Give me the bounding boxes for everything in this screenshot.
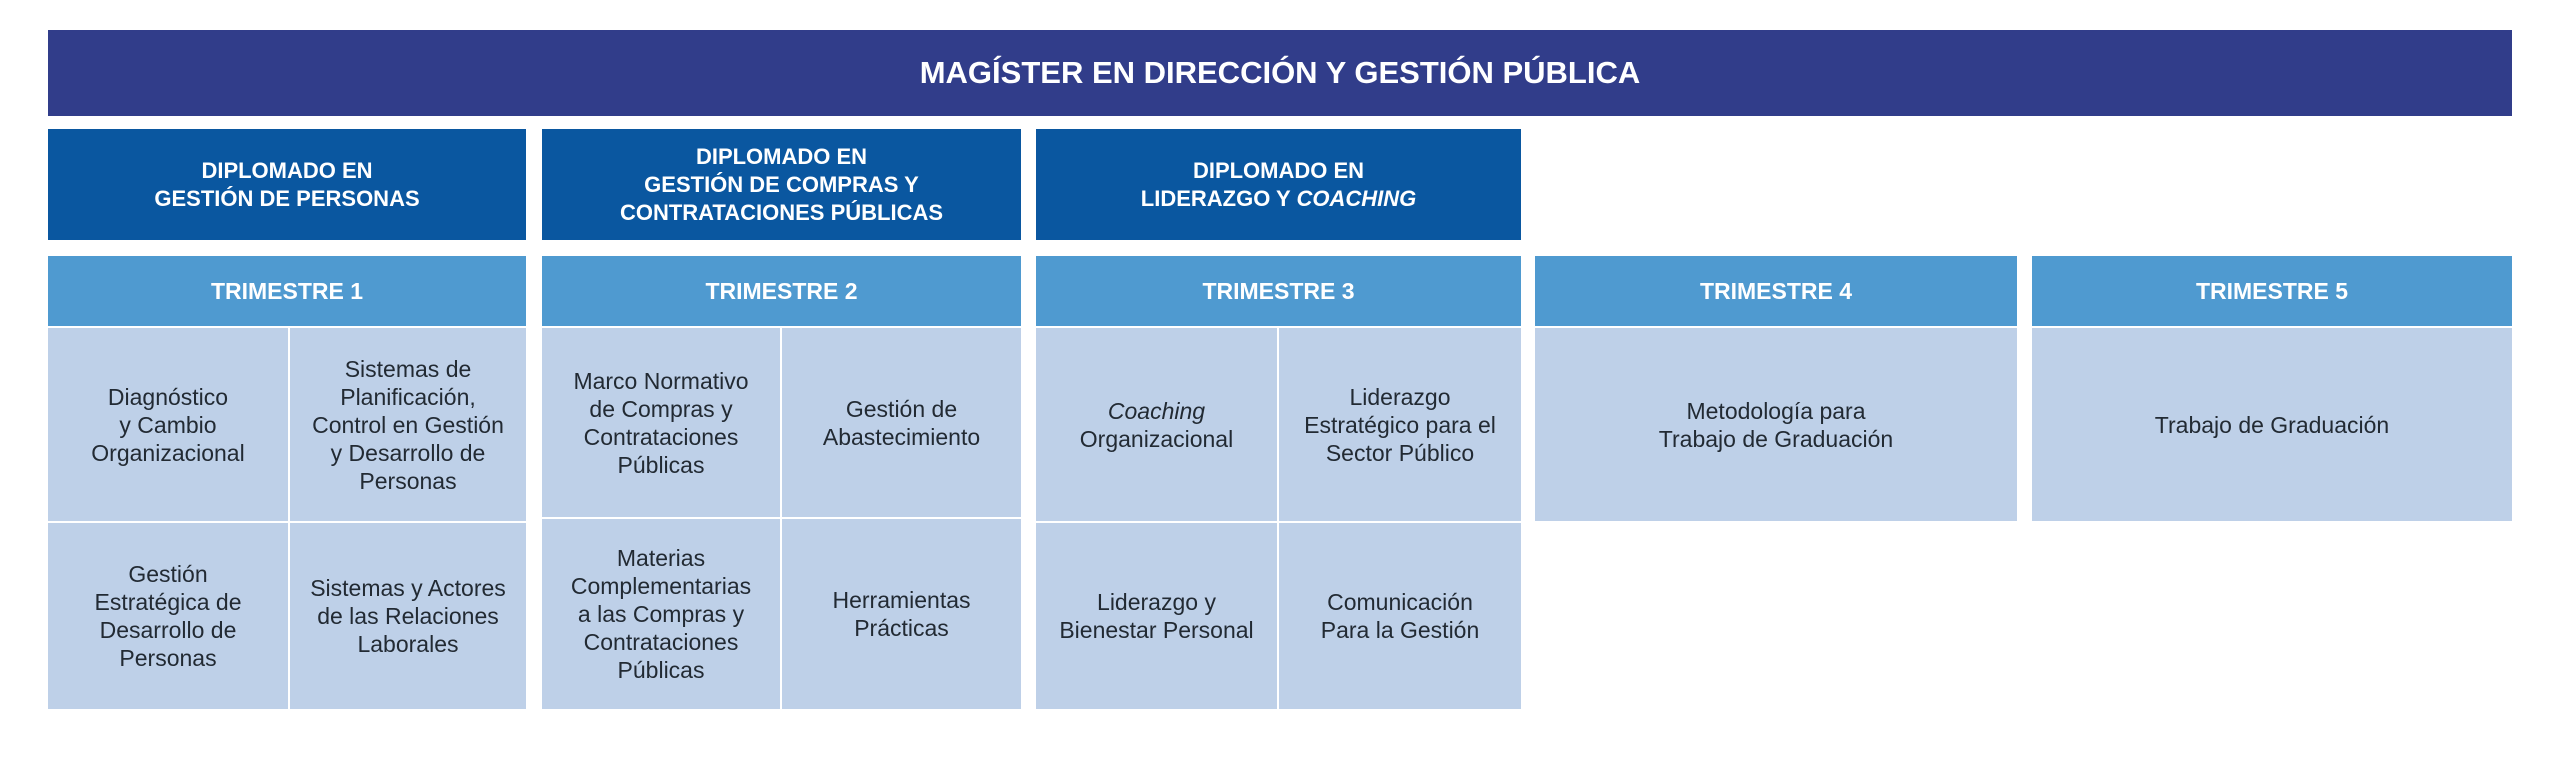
course-cell [48,328,288,521]
course-cell [542,328,780,517]
course-cell [1279,523,1521,709]
trimestre-3-header [1036,256,1521,326]
diplomado-label-line: DIPLOMADO EN [201,157,373,183]
program-title-banner [48,30,2512,116]
trimestre-label: TRIMESTRE 5 [2195,277,2349,304]
trimestre-label: TRIMESTRE 4 [1699,277,1853,304]
trimestre-2-header [542,256,1021,326]
trimestre-label: TRIMESTRE 1 [210,277,364,304]
diplomado-compras-contrataciones [542,129,1021,240]
diplomado-gestion-personas [48,129,526,240]
course-name: Liderazgo Estratégico para el Sector Público [1304,383,1496,466]
program-title: MAGÍSTER EN DIRECCIÓN Y GESTIÓN PÚBLICA [919,55,1641,90]
course-cell [290,523,526,709]
trimestre-5-header [2032,256,2512,326]
course-name: Trabajo de Graduación [2154,411,2390,438]
course-cell [48,523,288,709]
trimestre-1-header [48,256,526,326]
course-name: Sistemas y Actores de las Relaciones Laborales [310,575,506,657]
course-name-italic: Coaching [1107,397,1206,424]
course-cell [782,328,1021,517]
course-cell [542,519,780,709]
course-name: Metodología para Trabajo de Graduación [1658,397,1894,452]
course-name: Organizacional [1079,425,1234,452]
course-cell [1279,328,1521,521]
trimestre-label: TRIMESTRE 2 [705,277,858,304]
course-cell [1535,328,2017,521]
course-name: Sistemas de Planificación, Control en Gestión y Desarrollo de Personas [312,355,504,494]
course-name: Gestión de Abastecimiento [822,395,981,450]
course-cell [290,328,526,521]
diplomado-label-line: CONTRATACIONES PÚBLICAS [619,199,944,225]
course-name: Herramientas Prácticas [832,587,971,641]
course-name: Diagnóstico y Cambio Organizacional [91,383,245,466]
course-name: Comunicación Para la Gestión [1320,589,1480,643]
course-cell [2032,328,2512,521]
trimestre-4-header [1535,256,2017,326]
diplomado-label-line: GESTIÓN DE COMPRAS Y [644,171,919,197]
course-name: Liderazgo y Bienestar Personal [1059,589,1254,643]
course-name: Marco Normativo de Compras y Contrataciones Públicas [573,367,749,478]
trimestre-label: TRIMESTRE 3 [1202,277,1355,304]
diplomado-label-text: LIDERAZGO Y [1140,185,1297,211]
diplomado-label-line: DIPLOMADO EN [695,143,868,169]
course-cell [1036,523,1277,709]
course-cell [782,519,1021,709]
course-name: Gestión Estratégica de Desarrollo de Personas [94,561,242,671]
course-name: Materias Complementarias a las Compras y Contrataciones Públicas [570,545,752,683]
diplomado-label-line [1141,185,1416,213]
diplomado-label-line: DIPLOMADO EN [1192,157,1365,183]
diplomado-label-line: GESTIÓN DE PERSONAS [154,185,420,211]
diplomado-liderazgo-coaching [1036,129,1521,240]
course-cell [1036,328,1277,521]
diplomado-label-italic: COACHING [1296,185,1417,211]
